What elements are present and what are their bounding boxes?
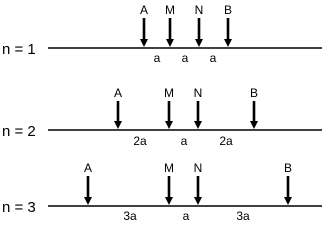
gap-label: 2a — [133, 134, 147, 148]
arrow-down-icon — [224, 39, 232, 47]
point-label: N — [193, 161, 203, 175]
gap-label: a — [182, 209, 190, 223]
gap-label: 3a — [236, 209, 250, 223]
point-n-marker — [195, 3, 204, 47]
arrow-down-icon — [166, 39, 174, 47]
arrow-down-icon — [284, 197, 292, 205]
arrow-down-icon — [140, 39, 148, 47]
point-label: M — [165, 3, 175, 17]
gap-label: a — [181, 51, 189, 65]
point-n-marker — [194, 86, 203, 129]
row-label: n = 3 — [2, 199, 36, 216]
gap-label: a — [209, 51, 217, 65]
point-a-marker — [114, 86, 122, 129]
row-label: n = 2 — [2, 123, 36, 140]
arrow-down-icon — [84, 197, 92, 205]
point-label: A — [139, 3, 149, 17]
point-m-marker — [165, 3, 175, 47]
point-label: N — [194, 3, 204, 17]
point-b-marker — [224, 3, 232, 47]
point-label: M — [164, 161, 174, 175]
point-n-marker — [194, 161, 203, 205]
row-n2 — [2, 86, 322, 148]
arrow-down-icon — [194, 121, 202, 129]
arrow-down-icon — [250, 121, 258, 129]
rows-layer — [2, 3, 322, 223]
point-label: B — [249, 86, 259, 100]
arrow-down-icon — [165, 197, 173, 205]
gap-label: 2a — [219, 134, 233, 148]
arrow-down-icon — [194, 197, 202, 205]
point-label: A — [113, 86, 123, 100]
row-n1 — [2, 3, 322, 65]
row-n3 — [2, 161, 322, 223]
arrow-down-icon — [195, 39, 203, 47]
point-m-marker — [164, 161, 174, 205]
gap-label: a — [153, 51, 161, 65]
gap-label: 3a — [123, 209, 137, 223]
point-b-marker — [250, 86, 258, 129]
row-label: n = 1 — [2, 41, 36, 58]
gap-label: a — [180, 134, 188, 148]
point-label: A — [83, 161, 93, 175]
point-m-marker — [164, 86, 174, 129]
point-label: B — [283, 161, 293, 175]
point-label: N — [193, 86, 203, 100]
point-b-marker — [284, 161, 292, 205]
arrow-down-icon — [114, 121, 122, 129]
point-label: M — [164, 86, 174, 100]
arrow-down-icon — [165, 121, 173, 129]
point-a-marker — [84, 161, 92, 205]
point-label: B — [223, 3, 233, 17]
point-a-marker — [140, 3, 148, 47]
